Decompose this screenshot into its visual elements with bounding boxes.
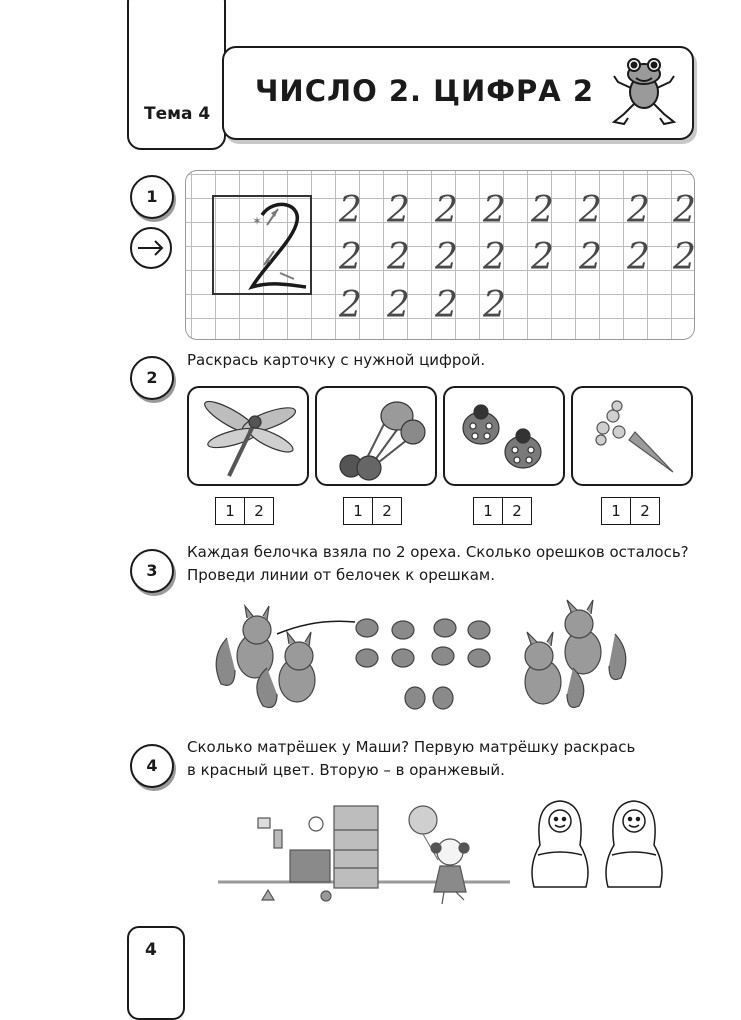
matryoshka-dolls [520,795,690,895]
sample-digit-2 [212,195,308,291]
task-number-4: 4 [130,744,174,788]
trace-digit: 2 [387,237,410,278]
trace-digit: 2 [339,285,362,326]
ladybugs-icon [445,388,563,484]
choice-option-2[interactable]: 2 [245,497,274,525]
trace-digit: 2 [673,237,696,278]
card-choice [215,497,275,525]
trace-digit: 2 [435,237,458,278]
page-number: 4 [145,940,157,960]
room-scene [218,800,518,910]
trace-digit: 2 [483,190,506,231]
carrot-icon [573,388,691,484]
page-title: ЧИСЛО 2. ЦИФРА 2 [255,74,595,108]
svg-text:✶: ✶ [252,214,263,228]
task-3-instruction-line-2: Проведи линии от белочек к орешкам. [187,566,496,584]
topic-tab [127,0,226,150]
trace-digit: 2 [387,190,410,231]
choice-option-2[interactable]: 2 [373,497,402,525]
task-3-instruction-line-1: Каждая белочка взяла по 2 ореха. Сколько орешков осталось? [187,543,689,561]
trace-digit: 2 [483,285,506,326]
task-number-1: 1 [130,175,174,219]
choice-option-1[interactable]: 1 [215,497,245,525]
card-beets[interactable] [315,386,437,486]
card-carrot[interactable] [571,386,693,486]
frog-icon [604,52,684,132]
trace-digit: 2 [531,237,554,278]
beets-icon [317,388,435,484]
task-number-3: 3 [130,549,174,593]
choice-option-1[interactable]: 1 [601,497,631,525]
card-ladybugs[interactable] [443,386,565,486]
trace-digit: 2 [579,237,602,278]
choice-option-1[interactable]: 1 [343,497,373,525]
task-4-instruction-line-1: Сколько матрёшек у Маши? Первую матрёшку раскрась [187,738,636,756]
trace-digit: 2 [339,190,362,231]
squirrels-and-nuts-scene [205,598,635,723]
trace-digit: 2 [627,237,650,278]
task-4-instruction-line-2: в красный цвет. Вторую – в оранжевый. [187,761,505,779]
choice-option-1[interactable]: 1 [473,497,503,525]
trace-digit: 2 [579,190,602,231]
task-2-instruction: Раскрась карточку с нужной цифрой. [187,351,486,369]
trace-digit: 2 [387,285,410,326]
trace-digit: 2 [627,190,650,231]
task-number-2: 2 [130,356,174,400]
choice-option-2[interactable]: 2 [503,497,532,525]
trace-digit: 2 [673,190,696,231]
card-dragonfly[interactable] [187,386,309,486]
topic-label: Тема 4 [144,104,211,124]
trace-digit: 2 [435,190,458,231]
card-choice [343,497,403,525]
dragonfly-icon [189,388,307,484]
choice-option-2[interactable]: 2 [631,497,660,525]
trace-digit: 2 [435,285,458,326]
direction-arrow-icon [130,227,172,269]
card-choice [601,497,661,525]
trace-digit: 2 [483,237,506,278]
card-choice [473,497,533,525]
trace-digit: 2 [531,190,554,231]
trace-digit: 2 [339,237,362,278]
